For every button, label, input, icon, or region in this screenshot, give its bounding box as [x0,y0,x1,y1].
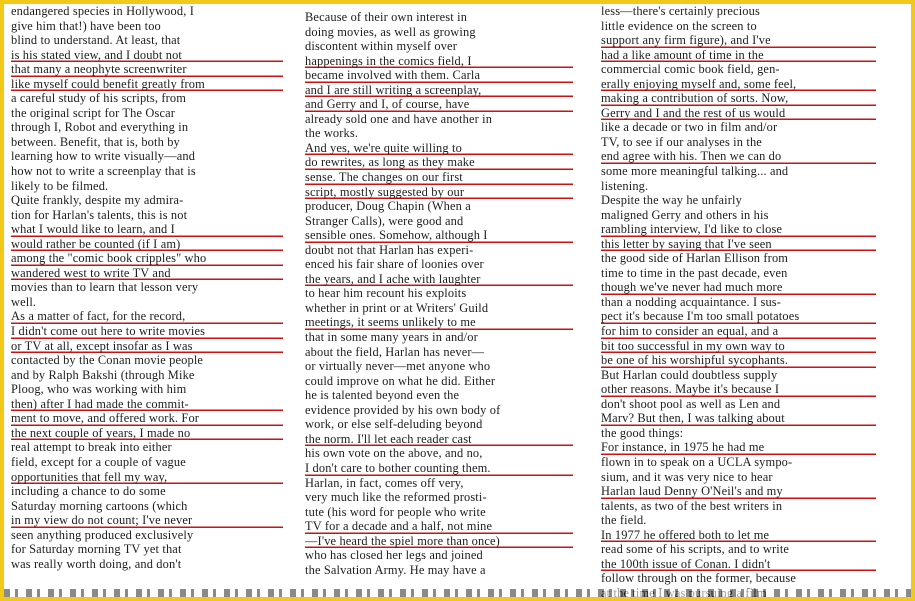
text-line: that many a neophyte screenwriter [11,62,283,77]
text-line: commercial comic book field, gen- [601,62,780,77]
text-line: like a decade or two in film and/or [601,120,778,135]
text-line: happenings in the comics field, I [305,54,573,69]
text-line: the good side of Harlan Ellison from [601,251,789,266]
text-line: a careful study of his scripts, from [11,91,187,106]
text-line: movies than to learn that lesson very [11,280,199,295]
text-line: follow through on the former, because [601,571,796,586]
text-line: this letter by saying that I've seen [601,237,876,252]
text-line: Gerry and I and the rest of us would [601,106,876,121]
text-line: was really worth doing, and don't [11,556,182,571]
text-line: the next couple of years, I made no [11,426,283,441]
text-line: endangered species in Hollywood, I [11,4,194,18]
text-line: be one of his worshipful sycophants. [601,353,876,368]
text-line: Ploog, who was working with him [11,382,187,397]
text-line: who has closed her legs and joined [305,548,483,563]
text-line: discontent within myself over [305,39,457,54]
text-line: I didn't come out here to write movies [11,324,283,339]
text-line: field, except for a couple of vague [11,454,186,469]
text-line: the good things: [601,425,684,440]
decorative-bottom-border [4,589,911,597]
text-line: like myself could benefit greatly from [11,77,283,92]
text-line: Saturday morning cartoons (which [11,498,188,513]
text-line: became involved with them. Carla [305,68,573,83]
text-line: For instance, in 1975 he had me [601,440,876,455]
text-line: doubt not that Harlan has experi- [305,242,474,257]
text-line: other reasons. Maybe it's because I [601,382,876,397]
text-line: —I've heard the spiel more than once) [305,534,573,549]
text-line: producer, Doug Chapin (When a [305,199,471,214]
text-line: the field. [601,513,647,528]
text-line: the years, and I ache with laughter [305,272,573,287]
text-line: already sold one and have another in [305,111,493,126]
text-line: Marv? But then, I was talking about [601,411,876,426]
text-line: whether in print or at Writers' Guild [305,300,489,315]
text-line: and I are still writing a screenplay, [305,83,573,98]
text-line: contacted by the Conan movie people [11,353,204,368]
text-line: time to time in the past decade, even [601,265,788,280]
text-line: though we've never had much more [601,280,876,295]
text-line: the Salvation Army. He may have a [305,562,486,577]
text-line: some more meaningful talking... and [601,164,789,179]
text-line: the norm. I'll let each reader cast [305,432,573,447]
text-line: the 100th issue of Conan. I didn't [601,557,876,572]
text-line: the works. [305,126,359,141]
text-line: sensible ones. Somehow, although I [305,228,573,243]
text-line: tute (his word for people who write [305,504,486,519]
text-line: As a matter of fact, for the record, [11,309,283,324]
text-line: Harlan laud Denny O'Neil's and my [601,484,876,499]
text-line: wandered west to write TV and [11,266,283,281]
text-line: had a like amount of time in the [601,48,876,63]
text-line: sense. The changes on our first [305,170,573,185]
text-line: could improve on what he did. Either [305,373,496,388]
text-line: his own vote on the above, and no, [305,446,483,461]
text-line: Harlan, in fact, comes off very, [305,475,464,490]
text-line: don't shoot pool as well as Len and [601,396,781,411]
text-line: including a chance to do some [11,484,166,499]
text-line: what I would like to learn, and I [11,222,283,237]
text-line: or virtually never—met anyone who [305,359,491,374]
text-line: Despite the way he unfairly [601,193,742,208]
text-column-right [601,4,876,597]
text-line: I don't care to bother counting them. [305,461,573,476]
text-line: to hear him recount his exploits [305,286,467,301]
text-line: is his stated view, and I doubt not [11,48,283,63]
text-line: sium, and it was very nice to hear [601,469,773,484]
text-column-left [11,4,283,571]
text-line: he is talented beyond even the [305,388,460,403]
text-line: then) after I had made the commit- [11,397,283,412]
text-line: among the "comic book cripples" who [11,251,283,266]
text-line: In 1977 he offered both to let me [601,528,876,543]
text-line: work, or else self-deluding beyond [305,417,483,432]
text-line: read some of his scripts, and to write [601,542,790,557]
text-line: real attempt to break into either [11,440,172,455]
text-line: through I, Robot and everything in [11,120,189,135]
text-line: But Harlan could doubtless supply [601,367,778,382]
text-line: for him to consider an equal, and a [601,324,876,339]
text-line: And yes, we're quite willing to [305,141,573,156]
text-line: and Gerry and I, of course, have [305,97,573,112]
text-line: in my view do not count; I've never [11,513,283,528]
text-line: TV for a decade and a half, not mine [305,519,573,534]
text-line: how not to write a screenplay that is [11,164,196,179]
text-line: script, mostly suggested by our [305,185,573,200]
text-line: end agree with his. Then we can do [601,149,876,164]
scanned-page [4,4,911,597]
text-column-middle [305,4,573,577]
text-line: TV, to see if our analyses in the [601,134,762,149]
text-line: enced his fair share of loonies over [305,257,484,272]
text-line: support any firm figure), and I've [601,33,876,48]
text-line: opportunities that fell my way, [11,470,283,485]
text-line: tion for Harlan's talents, this is not [11,207,188,222]
text-line: doing movies, as well as growing [305,24,476,39]
text-line: would rather be counted (if I am) [11,237,283,252]
text-line: making a contribution of sorts. Now, [601,91,876,106]
text-line: than a nodding acquaintance. I sus- [601,294,782,309]
text-line: well. [11,294,37,309]
text-line: learning how to write visually—and [11,149,196,164]
text-line: between. Benefit, that is, both by [11,134,180,149]
text-line: evidence provided by his own body of [305,402,501,417]
text-line: talents, as two of the best writers in [601,498,783,513]
text-line: ment to move, and offered work. For [11,411,283,426]
text-line: blind to understand. At least, that [11,33,181,48]
text-line: maligned Gerry and others in his [601,207,769,222]
text-line: erally enjoying myself and, some feel, [601,77,876,92]
text-line: less—there's certainly precious [601,4,760,18]
text-line: the original script for The Oscar [11,105,176,120]
text-line: do rewrites, as long as they make [305,155,573,170]
text-line: Because of their own interest in [305,10,468,24]
text-line: listening. [601,178,649,193]
text-line: little evidence on the screen to [601,18,757,33]
text-line: give him that!) have been too [11,18,161,33]
text-line: likely to be filmed. [11,178,109,193]
text-line: bit too successful in my own way to [601,339,876,354]
text-line: that in some many years in and/or [305,330,478,345]
text-line: Quite frankly, despite my admira- [11,193,184,208]
text-line: and by Ralph Bakshi (through Mike [11,367,195,382]
text-line: or TV at all, except insofar as I was [11,339,283,354]
text-line: pect it's because I'm too small potatoes [601,309,876,324]
text-line: rambling interview, I'd like to close [601,222,876,237]
text-line: about the field, Harlan has never— [305,344,485,359]
text-line: for Saturday morning TV yet that [11,542,182,557]
text-line: flown in to speak on a UCLA sympo- [601,454,793,469]
text-line: seen anything produced exclusively [11,527,194,542]
text-line: Stranger Calls), were good and [305,213,464,228]
text-line: meetings, it seems unlikely to me [305,315,573,330]
text-line: very much like the reformed prosti- [305,490,487,505]
